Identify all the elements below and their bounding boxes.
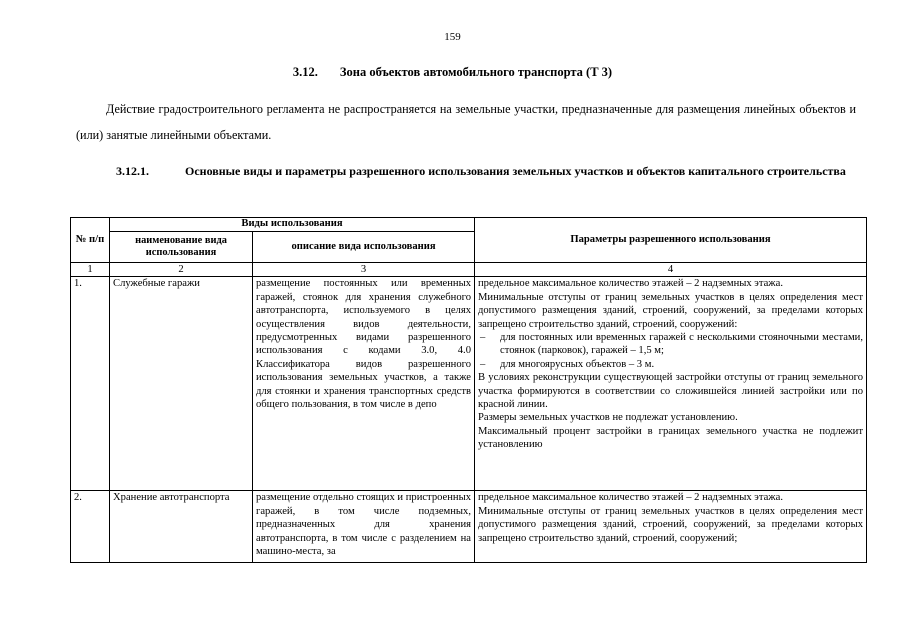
row-number: 2. [71, 491, 110, 563]
index-cell: 4 [475, 263, 867, 277]
table-row [71, 277, 867, 491]
index-cell: 3 [253, 263, 475, 277]
section-title-text: Зона объектов автомобильного транспорта (Т 3) [339, 65, 613, 79]
usage-table [70, 217, 867, 563]
section-title [0, 65, 905, 80]
params-setback: Минимальные отступы от границ земельных участков в целях определения мест допустимого размещения зданий, строений, сооружений, за пределами которых запрещено строительство зданий, строений, сооружений; [478, 505, 863, 544]
row-number: 1. [71, 277, 110, 491]
index-row [71, 263, 867, 277]
index-cell: 2 [110, 263, 253, 277]
row-params [475, 491, 867, 563]
intro-paragraph: Действие градостроительного регламента не распространяется на земельные участки, предназначенные для размещения линейных объектов и (или) занятые линейными объектами. [76, 102, 856, 142]
params-setback-list [478, 331, 863, 371]
header-name: наименование вида использования [110, 232, 253, 263]
params-reconstruction: В условиях реконструкции существующей застройки отступы от границ земельного участка формируются в соответствии со сложившейся линией застройки или по красной линии. [478, 372, 863, 411]
row-name: Хранение автотранспорта [110, 491, 253, 563]
list-item: – для многоярусных объектов – 3 м. [478, 358, 863, 371]
table-row [71, 491, 867, 563]
params-coverage: Максимальный процент застройки в границах земельного участка не подлежит установлению [478, 425, 863, 451]
row-name: Служебные гаражи [110, 277, 253, 491]
params-floors: предельное максимальное количество этажей – 2 надземных этажа. [478, 492, 783, 504]
row-description: размещение отдельно стоящих и пристроенных гаражей, в том числе подземных, предназначенных для хранения автотранспорта, в том числе с разделением на машино-места, за [253, 491, 475, 563]
params-setback: Минимальные отступы от границ земельных участков в целях определения мест допустимого размещения зданий, строений, сооружений, за пределами которых запрещено строительство зданий, строений, сооружений: [478, 291, 863, 330]
header-usage-group: Виды использования [110, 218, 475, 232]
list-item: – для постоянных или временных гаражей с несколькими стояночными местами, стоянок (парковок), гаражей – 1,5 м; [478, 331, 863, 358]
subsection-number: 3.12.1. [116, 164, 149, 178]
params-size: Размеры земельных участков не подлежат установлению. [478, 412, 738, 424]
header-params: Параметры разрешенного использования [475, 218, 867, 263]
row-description: размещение постоянных или временных гаражей, стоянок для хранения служебного автотранспорта, используемого в целях осуществления видов деятельности, предусмотренных видами разрешенного использования с кодами 3.0, 4.0 Классификатора видов разрешенного использования земельных участков, а также для стоянки и хранения транспортных средств общего пользования, в том числе в депо [253, 277, 475, 491]
subsection-title-text: Основные виды и параметры разрешенного использования земельных участков и объектов капитального строительства [185, 164, 846, 178]
header-description: описание вида использования [253, 232, 475, 263]
header-num: № п/п [71, 218, 110, 263]
params-floors: предельное максимальное количество этажей – 2 надземных этажа. [478, 278, 783, 290]
page-number: 159 [444, 31, 461, 43]
section-number: 3.12. [292, 65, 318, 79]
subsection-title [76, 164, 856, 179]
index-cell: 1 [71, 263, 110, 277]
row-params [475, 277, 867, 491]
